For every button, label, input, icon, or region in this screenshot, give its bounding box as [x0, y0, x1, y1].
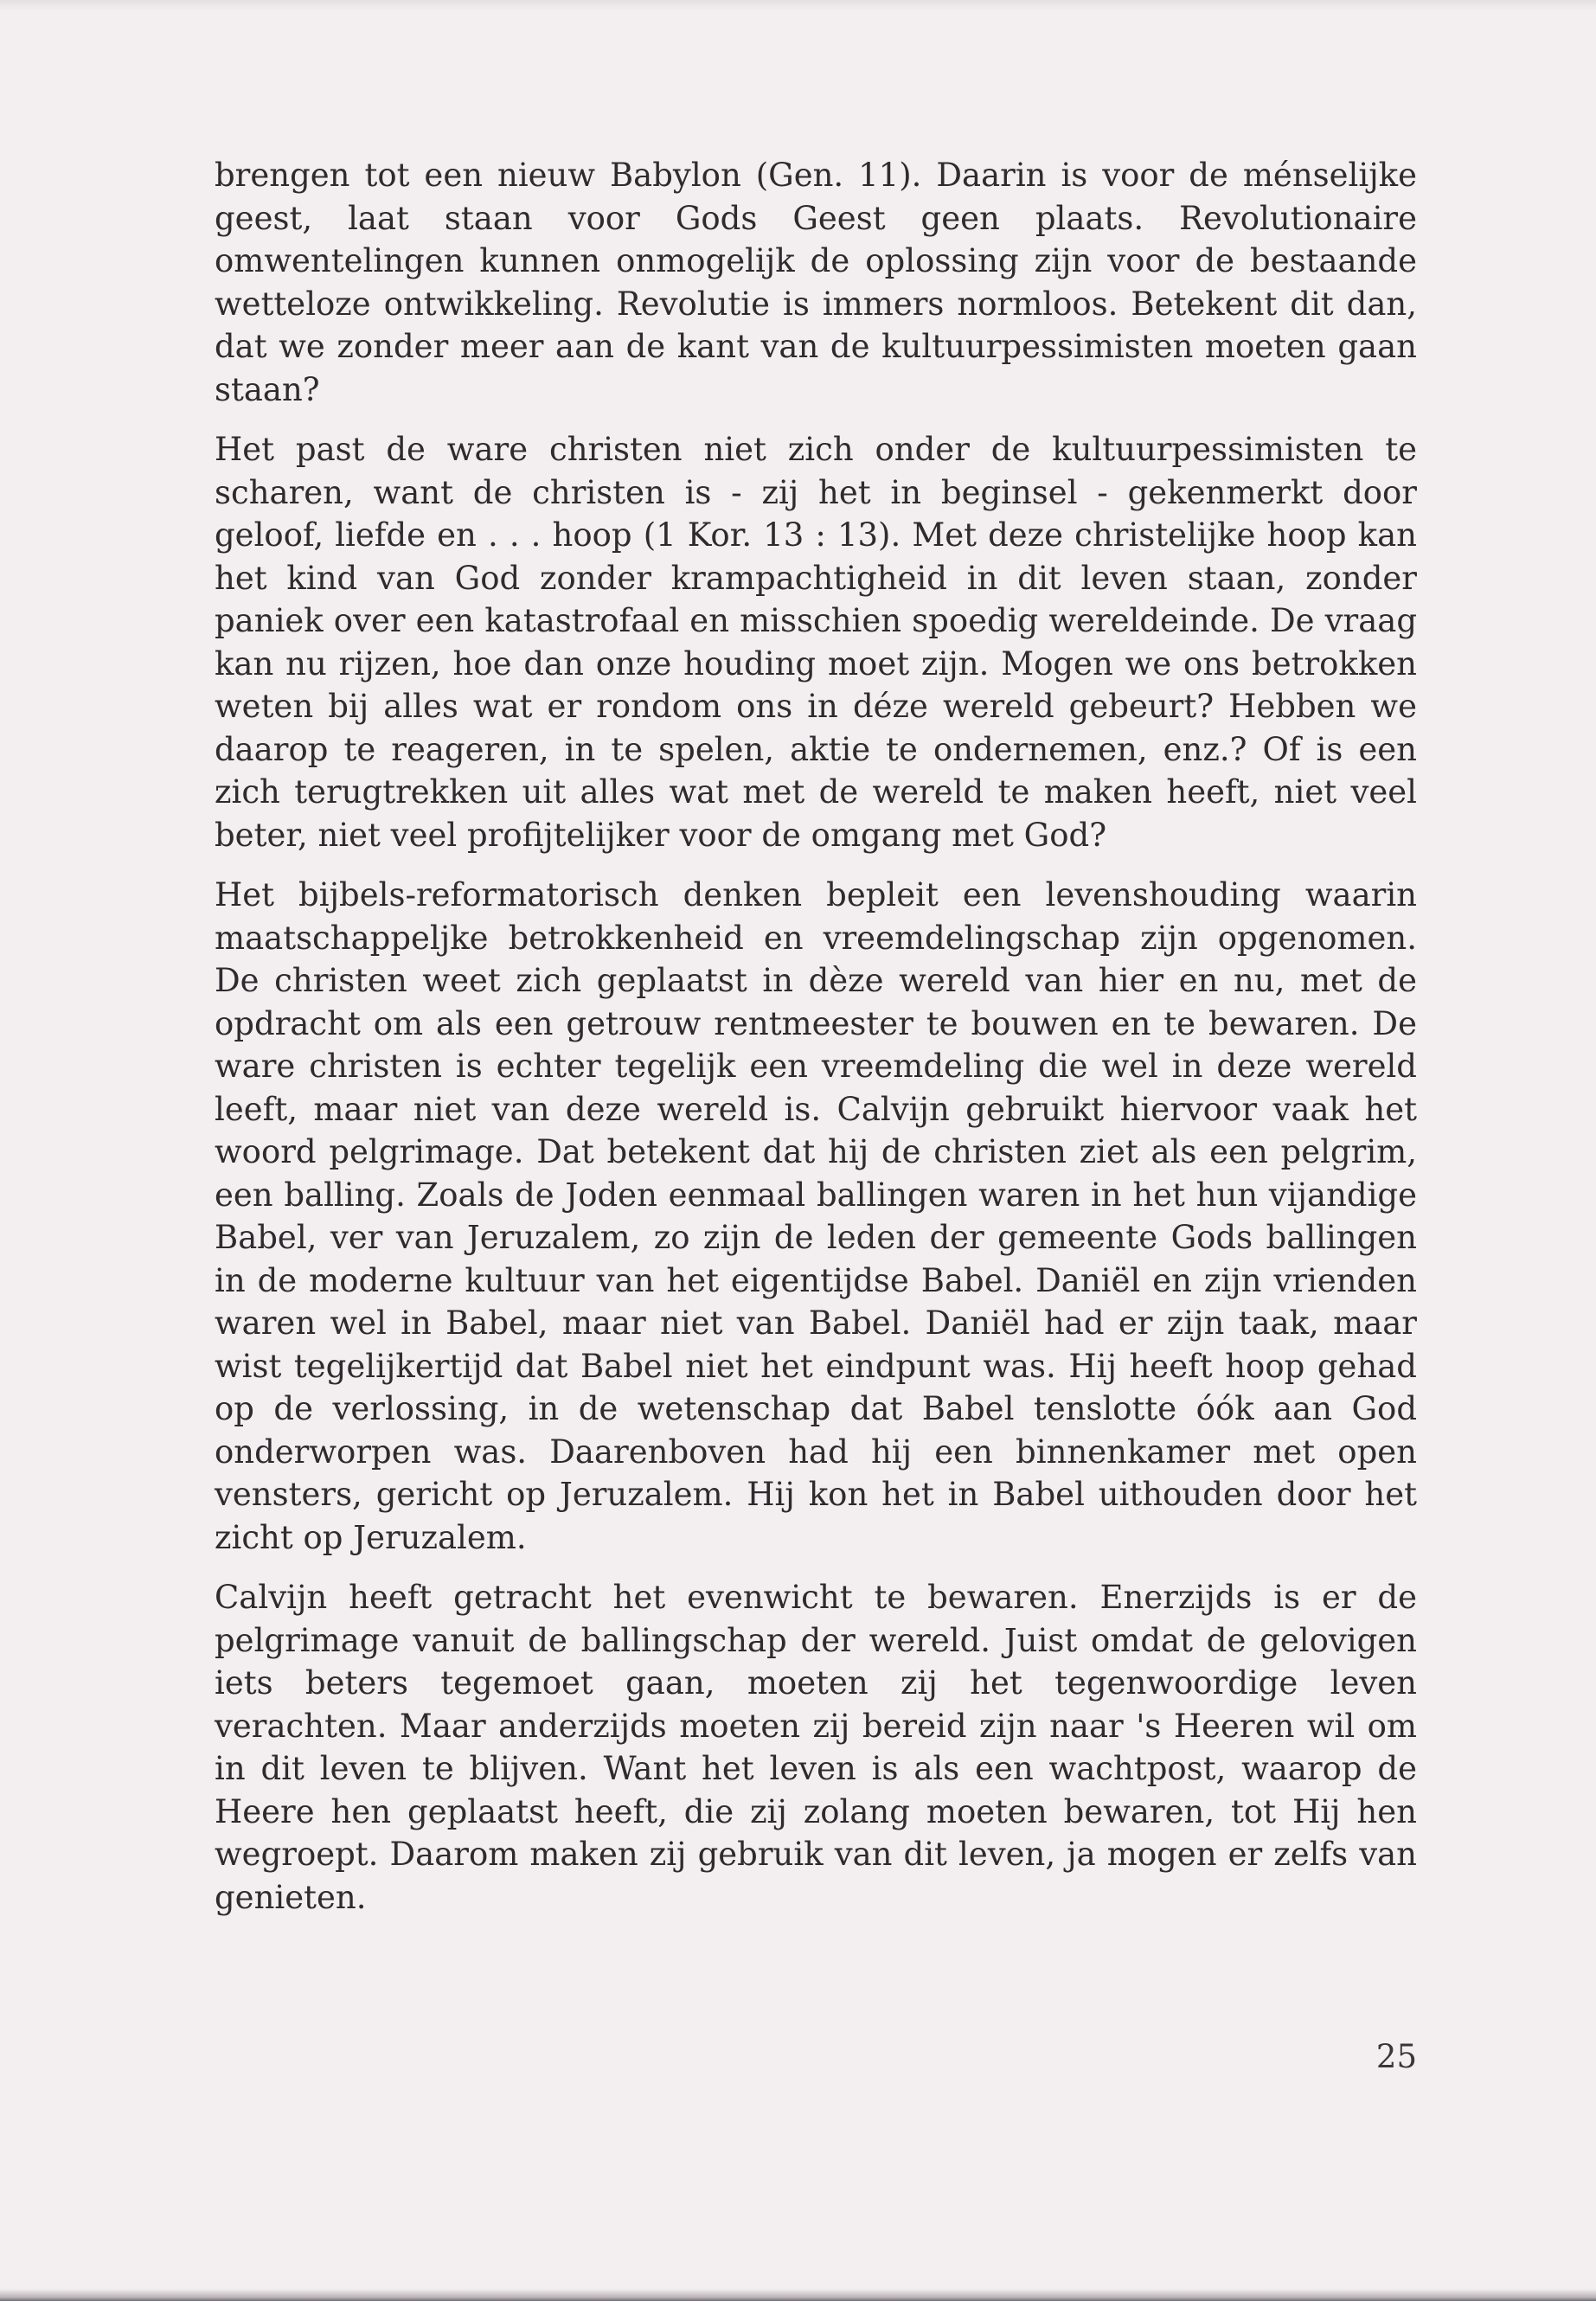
page-bottom-edge [0, 2289, 1596, 2301]
page-top-edge [0, 0, 1596, 10]
paragraph-2: Het past de ware christen niet zich onder de kultuurpessimisten te scharen, want de christen is - zij het in beginsel - gekenmerkt door geloof, liefde en . . . hoop (1 Kor. 13 : 13). Met deze christelijke hoop kan het kind van God zonder krampachtigheid in dit leven staan, zonder paniek over een katastrofaal en misschien spoedig wereldeinde. De vraag kan nu rijzen, hoe dan onze houding moet zijn. Mogen we ons betrokken weten bij alles wat er rondom ons in déze wereld gebeurt? Hebben we daarop te reageren, in te spelen, aktie te ondernemen, enz.? Of is een zich terugtrekken uit alles wat met de wereld te maken heeft, niet veel beter, niet veel profijtelijker voor de omgang met God? [215, 431, 1417, 854]
body-text [215, 154, 1417, 1936]
page-number: 25 [1375, 2038, 1417, 2075]
paragraph-3: Het bijbels-reformatorisch denken bepleit een levenshouding waarin maatschappeljke betrokkenheid en vreemdelingschap zijn opgenomen. De christen weet zich geplaatst in dèze wereld van hier en nu, met de opdracht om als een getrouw rentmeester te bouwen en te bewaren. De ware christen is echter tegelijk een vreemdeling die wel in deze wereld leeft, maar niet van deze wereld is. Calvijn gebruikt hiervoor vaak het woord pelgrimage. Dat betekent dat hij de christen ziet als een pelgrim, een balling. Zoals de Joden eenmaal ballingen waren in het hun vijandige Babel, ver van Jeruzalem, zo zijn de leden der gemeente Gods ballingen in de moderne kultuur van het eigentijdse Babel. Daniël en zijn vrienden waren wel in Babel, maar niet van Babel. Daniël had er zijn taak, maar wist tegelijkertijd dat Babel niet het eindpunt was. Hij heeft hoop gehad op de verlossing, in de wetenschap dat Babel tenslotte óók aan God onderworpen was. Daarenboven had hij een binnenkamer met open vensters, gericht op Jeruzalem. Hij kon het in Babel uithouden door het zicht op Jeruzalem. [215, 876, 1417, 1556]
paragraph-4: Calvijn heeft getracht het evenwicht te bewaren. Enerzijds is er de pelgrimage vanuit de ballingschap der wereld. Juist omdat de gelovigen iets beters tegemoet gaan, moeten zij het tegenwoordige leven verachten. Maar anderzijds moeten zij bereid zijn naar 's Heeren wil om in dit leven te blijven. Want het leven is als een wachtpost, waarop de Heere hen geplaatst heeft, die zij zolang moeten bewaren, tot Hij hen wegroept. Daarom maken zij gebruik van dit leven, ja mogen er zelfs van genieten. [215, 1579, 1417, 1916]
paragraph-1: brengen tot een nieuw Babylon (Gen. 11). Daarin is voor de ménselijke geest, laat staan voor Gods Geest geen plaats. Revolutionaire omwentelingen kunnen onmogelijk de oplossing zijn voor de bestaande wetteloze ontwikkeling. Revolutie is immers normloos. Betekent dit dan, dat we zonder meer aan de kant van de kultuurpessimisten moeten gaan staan? [215, 157, 1417, 408]
